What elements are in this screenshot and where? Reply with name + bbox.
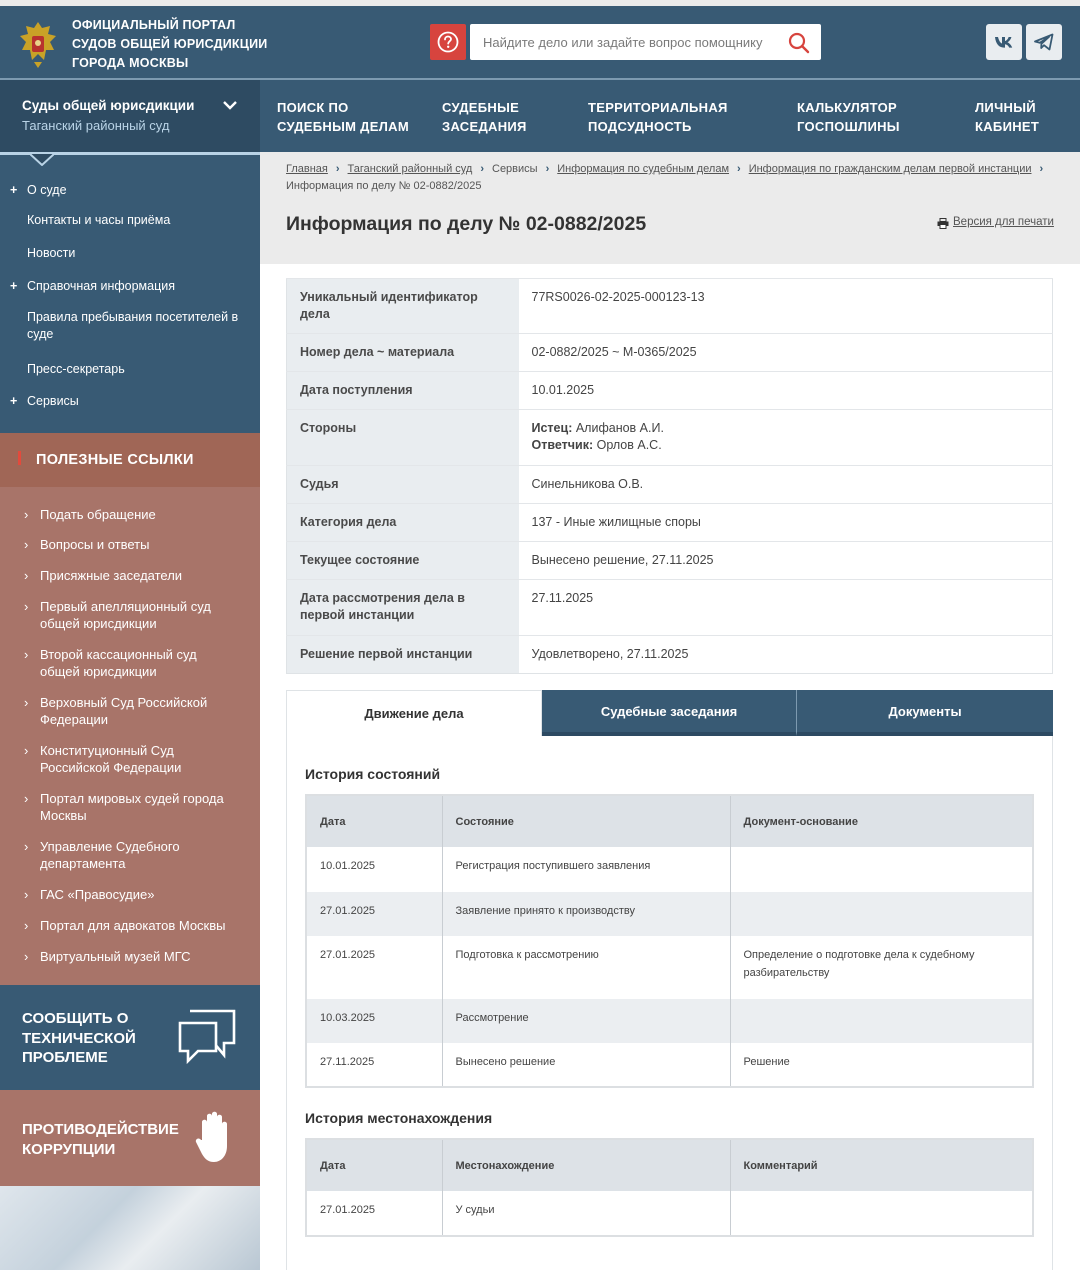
portal-title[interactable]: ОФИЦИАЛЬНЫЙ ПОРТАЛ СУДОВ ОБЩЕЙ ЮРИСДИКЦИИ ГОРОДА МОСКВЫ [72, 18, 268, 70]
useful-link[interactable] [24, 506, 244, 523]
plaintiff-name: Алифанов А.И. [575, 421, 664, 435]
page-title: Информация по делу № 02-0882/2025 [286, 213, 647, 235]
hand-stop-icon [192, 1110, 240, 1166]
search-icon[interactable] [787, 31, 811, 55]
sidebar-item-press[interactable] [0, 361, 143, 378]
breadcrumb-case-info[interactable]: Информация по судебным делам [557, 163, 730, 175]
useful-link[interactable] [24, 567, 244, 584]
breadcrumb-civil-cases[interactable]: Информация по гражданским делам первой инстанции [748, 163, 1032, 175]
column-header: Местонахождение [442, 1139, 730, 1191]
tab-case-movement[interactable]: Движение дела [286, 690, 542, 736]
case-info-key: Текущее состояние [287, 542, 519, 580]
case-info-row [287, 334, 1053, 372]
useful-link-label: Портал мировых судей города Москвы [40, 791, 224, 823]
table-cell [730, 1191, 1033, 1236]
chat-bubble-icon [176, 1007, 238, 1065]
plaintiff-role: Истец: [531, 421, 573, 435]
useful-link-label: ГАС «Правосудие» [40, 887, 155, 902]
useful-links-block [0, 433, 260, 985]
telegram-button[interactable] [1026, 24, 1062, 60]
useful-link-label: Вопросы и ответы [40, 537, 150, 552]
sidebar-item-label: Правила пребывания посетителей в суде [27, 310, 239, 341]
column-header: Документ-основание [730, 795, 1033, 847]
telegram-icon [1034, 33, 1054, 51]
print-version-link[interactable] [937, 216, 1054, 228]
table-cell: 27.01.2025 [306, 892, 442, 936]
case-info-key: Судья [287, 466, 519, 504]
column-header: Комментарий [730, 1139, 1033, 1191]
breadcrumb [286, 161, 1066, 195]
useful-link-label: Виртуальный музей МГС [40, 949, 191, 964]
printer-icon [937, 218, 949, 229]
defendant-name: Орлов А.С. [596, 438, 662, 452]
plus-icon: + [10, 279, 18, 293]
chevron-right-icon: › [24, 743, 29, 758]
useful-links-header [0, 433, 260, 487]
main-nav [0, 78, 1080, 152]
tab-documents[interactable]: Документы [797, 690, 1053, 736]
table-cell: 27.11.2025 [306, 1043, 442, 1087]
useful-link[interactable] [24, 838, 244, 872]
help-button[interactable] [430, 24, 466, 60]
useful-link-label: Конституционный Суд Российской Федерации [40, 743, 182, 775]
case-info-table [286, 278, 1053, 674]
table-row [306, 847, 1033, 892]
sidebar-item-label: Контакты и часы приёма [27, 213, 171, 227]
accent-bar [18, 451, 21, 465]
case-tabs [286, 690, 1053, 736]
table-cell [730, 847, 1033, 892]
case-info-value: Вынесено решение, 27.11.2025 [519, 542, 1053, 580]
chevron-right-icon: › [545, 163, 550, 175]
useful-link[interactable] [24, 694, 244, 728]
case-info-row [287, 580, 1053, 636]
breadcrumb-home[interactable]: Главная [286, 163, 328, 175]
case-info-row [287, 372, 1053, 410]
chevron-right-icon: › [24, 839, 29, 854]
table-cell: 27.01.2025 [306, 1191, 442, 1236]
print-version-label: Версия для печати [953, 216, 1054, 228]
table-row [306, 1043, 1033, 1087]
column-header: Состояние [442, 795, 730, 847]
chevron-right-icon: › [24, 887, 29, 902]
case-info-row [287, 279, 1053, 334]
table-cell: У судьи [442, 1191, 730, 1236]
chevron-right-icon: › [480, 163, 484, 175]
case-info-key: Стороны [287, 410, 519, 466]
site-header [0, 6, 1080, 78]
sidebar-item-visitor-rules[interactable] [0, 309, 260, 343]
chevron-right-icon: › [737, 163, 741, 175]
nav-jurisdiction[interactable]: ТЕРРИТОРИАЛЬНАЯ ПОДСУДНОСТЬ [588, 100, 728, 134]
anticorruption-banner[interactable] [0, 1090, 260, 1186]
table-cell: Заявление принято к производству [442, 892, 730, 936]
table-cell: Регистрация поступившего заявления [442, 847, 730, 892]
table-row [306, 999, 1033, 1043]
table-cell: Подготовка к рассмотрению [442, 936, 730, 999]
case-info-value: 77RS0026-02-2025-000123-13 [519, 279, 1053, 334]
column-header: Дата [306, 1139, 442, 1191]
chevron-right-icon: › [24, 949, 29, 964]
table-row [306, 892, 1033, 936]
vk-icon [994, 35, 1014, 49]
useful-links-title: ПОЛЕЗНЫЕ ССЫЛКИ [36, 452, 194, 468]
case-info-value: Синельникова О.В. [519, 466, 1053, 504]
useful-link[interactable] [24, 917, 244, 934]
question-icon [437, 31, 459, 53]
museum-photo-banner[interactable] [0, 1186, 260, 1270]
case-info-value: 02-0882/2025 ~ М-0365/2025 [519, 334, 1053, 372]
coat-of-arms-icon [12, 18, 64, 70]
breadcrumb-area [260, 152, 1080, 264]
column-header: Дата [306, 795, 442, 847]
sidebar-item-label: О суде [27, 183, 67, 197]
report-problem-title: СООБЩИТЬ О ТЕХНИЧЕСКОЙ ПРОБЛЕМЕ [22, 1010, 136, 1066]
case-info-row [287, 410, 1053, 466]
plus-icon: + [10, 183, 18, 197]
sidebar-item-news[interactable] [0, 245, 93, 262]
case-info-row [287, 636, 1053, 674]
chevron-right-icon: › [24, 599, 29, 614]
useful-link-label: Подать обращение [40, 507, 156, 522]
breadcrumb-services: Сервисы [492, 163, 538, 175]
history-states-table [305, 794, 1034, 1088]
sidebar-item-about[interactable] [0, 182, 85, 199]
tab-court-sessions[interactable]: Судебные заседания [542, 690, 797, 736]
case-info-row [287, 466, 1053, 504]
table-row [306, 1191, 1033, 1236]
table-cell: Решение [743, 1056, 790, 1068]
useful-link[interactable] [24, 598, 244, 632]
case-info-row [287, 504, 1053, 542]
table-header-row [306, 1139, 1033, 1191]
history-location-table [305, 1138, 1034, 1237]
case-info-key: Категория дела [287, 504, 519, 542]
case-info-value: Удовлетворено, 27.11.2025 [519, 636, 1053, 674]
useful-link[interactable] [24, 536, 244, 553]
breadcrumb-current: Информация по делу № 02-0882/2025 [286, 180, 482, 192]
case-info-value: 27.11.2025 [519, 580, 1053, 636]
search-input[interactable] [470, 24, 775, 60]
tab-panel [286, 736, 1053, 1270]
case-info-key: Номер дела ~ материала [287, 334, 519, 372]
court-selector[interactable] [0, 80, 260, 152]
table-cell: 10.01.2025 [306, 847, 442, 892]
nav-fee-calculator[interactable]: КАЛЬКУЛЯТОР ГОСПОШЛИНЫ [797, 100, 900, 134]
chevron-right-icon: › [1039, 163, 1044, 175]
chevron-right-icon: › [24, 695, 29, 710]
table-row [306, 936, 1033, 999]
sidebar-item-label: Сервисы [27, 394, 79, 408]
table-cell [730, 892, 1033, 936]
chevron-right-icon: › [24, 918, 29, 933]
case-parties [519, 410, 1053, 466]
useful-link[interactable] [24, 646, 244, 680]
sidebar-item-label: Пресс-секретарь [27, 362, 125, 376]
chevron-right-icon: › [335, 163, 340, 175]
table-cell: 27.01.2025 [306, 936, 442, 999]
sidebar-item-services[interactable] [0, 393, 97, 410]
sidebar-item-label: Справочная информация [27, 279, 176, 293]
table-cell: Определение о подготовке дела к судебному разбирательству [743, 949, 975, 979]
dropdown-notch [30, 154, 54, 166]
search-box [470, 24, 821, 60]
chevron-right-icon: › [24, 537, 29, 552]
vk-button[interactable] [986, 24, 1022, 60]
report-problem-banner[interactable] [0, 985, 260, 1090]
useful-link-label: Управление Судебного департамента [40, 839, 180, 871]
chevron-right-icon: › [24, 507, 29, 522]
sidebar-item-contacts[interactable] [0, 212, 188, 229]
table-cell: 10.03.2025 [306, 999, 442, 1043]
chevron-down-icon [222, 100, 238, 112]
case-info-key: Уникальный идентификатор дела [287, 279, 519, 334]
table-cell: Вынесено решение [442, 1043, 730, 1087]
useful-link-label: Портал для адвокатов Москвы [40, 918, 226, 933]
useful-link[interactable] [24, 790, 244, 824]
breadcrumb-court[interactable]: Таганский районный суд [347, 163, 473, 175]
useful-link-label: Верховный Суд Российской Федерации [40, 695, 208, 727]
defendant-role: Ответчик: [531, 438, 594, 452]
nav-court-sessions[interactable]: СУДЕБНЫЕ ЗАСЕДАНИЯ [442, 100, 527, 134]
case-info-key: Решение первой инстанции [287, 636, 519, 674]
useful-link-label: Второй кассационный суд общей юрисдикции [40, 647, 197, 679]
sidebar-item-reference[interactable] [0, 278, 193, 295]
useful-link[interactable] [24, 742, 244, 776]
useful-link-label: Первый апелляционный суд общей юрисдикции [40, 599, 211, 631]
case-info-key: Дата рассмотрения дела в первой инстанции [287, 580, 519, 636]
court-group-label: Суды общей юрисдикции [22, 98, 195, 113]
case-info-key: Дата поступления [287, 372, 519, 410]
court-name-label: Таганский районный суд [22, 118, 170, 133]
sidebar-item-label: Новости [27, 246, 76, 260]
chevron-right-icon: › [24, 647, 29, 662]
history-states-title: История состояний [305, 766, 441, 782]
table-cell [730, 999, 1033, 1043]
history-location-title: История местонахождения [305, 1110, 493, 1126]
nav-case-search[interactable]: ПОИСК ПО СУДЕБНЫМ ДЕЛАМ [277, 100, 409, 134]
anticorruption-title: ПРОТИВОДЕЙСТВИЕ КОРРУПЦИИ [22, 1121, 179, 1158]
plus-icon: + [10, 394, 18, 408]
nav-personal-account[interactable]: ЛИЧНЫЙ КАБИНЕТ [975, 100, 1040, 134]
useful-link-label: Присяжные заседатели [40, 568, 183, 583]
case-info-row [287, 542, 1053, 580]
table-header-row [306, 795, 1033, 847]
case-info-value: 10.01.2025 [519, 372, 1053, 410]
chevron-right-icon: › [24, 791, 29, 806]
useful-link[interactable] [24, 948, 244, 965]
chevron-right-icon: › [24, 568, 29, 583]
main-content [260, 152, 1080, 1270]
case-info-value: 137 - Иные жилищные споры [519, 504, 1053, 542]
table-cell: Рассмотрение [442, 999, 730, 1043]
useful-link[interactable] [24, 886, 244, 903]
